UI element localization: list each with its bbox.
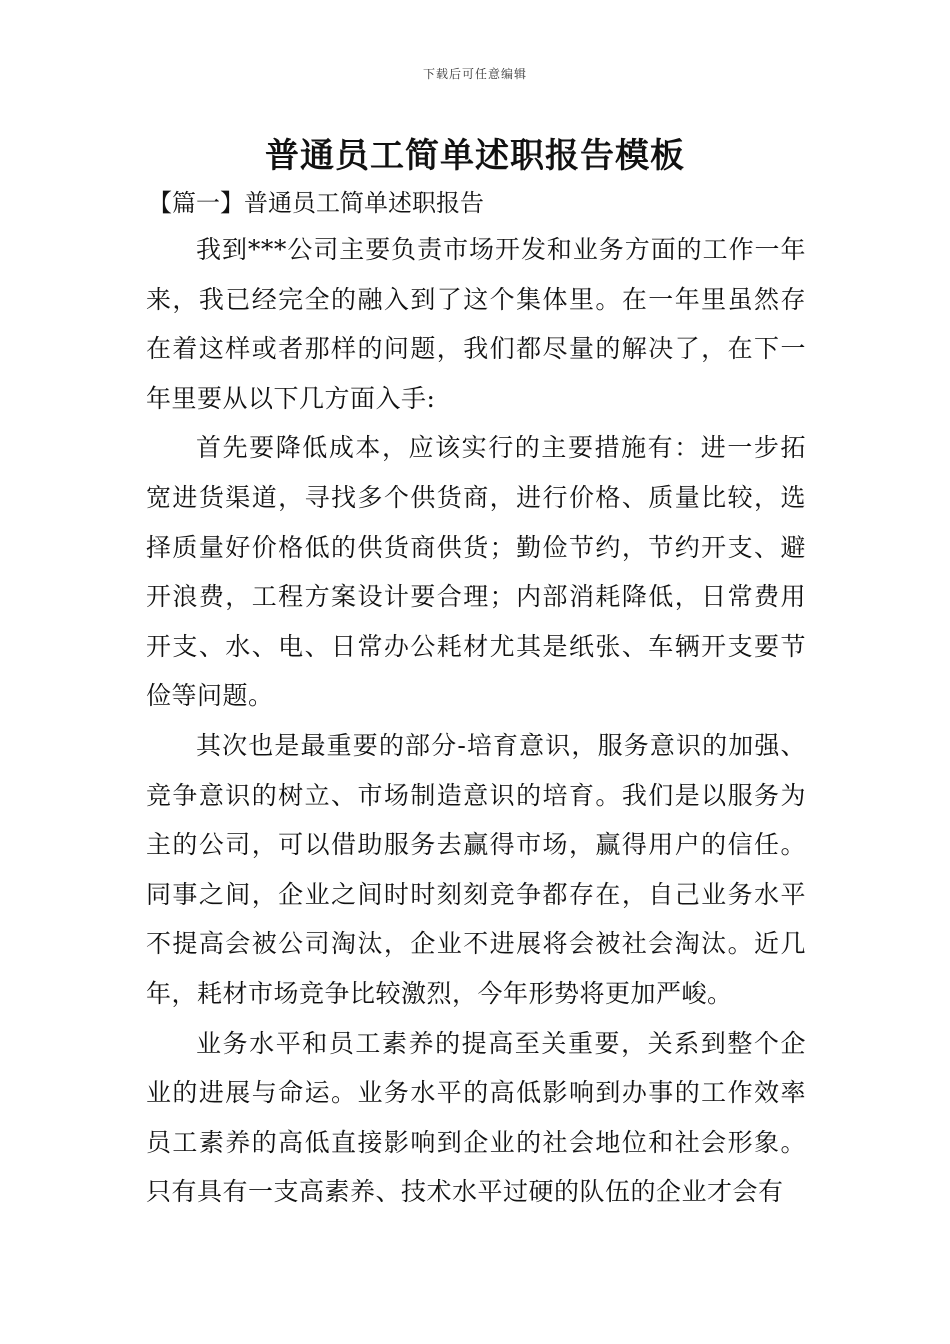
body-paragraph: 我到***公司主要负责市场开发和业务方面的工作一年来，我已经完全的融入到了这个集体里。在一年里虽然存在着这样或者那样的问题，我们都尽量的解决了，在下一年里要从以下几方面入手:: [146, 235, 806, 413]
body-paragraph: 首先要降低成本，应该实行的主要措施有：进一步拓宽进货渠道，寻找多个供货商，进行价格、质量比较，选择质量好价格低的供货商供货；勤俭节约，节约开支、避开浪费，工程方案设计要合理；内部消耗降低，日常费用开支、水、电、日常办公耗材尤其是纸张、车辆开支要节俭等问题。: [146, 433, 806, 711]
document-body: [146, 225, 806, 1217]
body-paragraph: 其次也是最重要的部分-培育意识，服务意识的加强、竞争意识的树立、市场制造意识的培育。我们是以服务为主的公司，可以借助服务去赢得市场，赢得用户的信任。同事之间，企业之间时时刻刻竞争都存在，自己业务水平不提高会被公司淘汰，企业不进展将会被社会淘汰。近几年，耗材市场竞争比较激烈，今年形势将更加严峻。: [146, 730, 806, 1008]
page-header: 下载后可任意编辑: [422, 67, 527, 81]
section-heading: 【篇一】普通员工简单述职报告: [148, 189, 484, 217]
document-title: 普通员工简单述职报告模板: [265, 136, 685, 176]
body-paragraph: 业务水平和员工素养的提高至关重要，关系到整个企业的进展与命运。业务水平的高低影响到办事的工作效率员工素养的高低直接影响到企业的社会地位和社会形象。只有具有一支高素养、技术水平过硬的队伍的企业才会有: [146, 1028, 806, 1207]
